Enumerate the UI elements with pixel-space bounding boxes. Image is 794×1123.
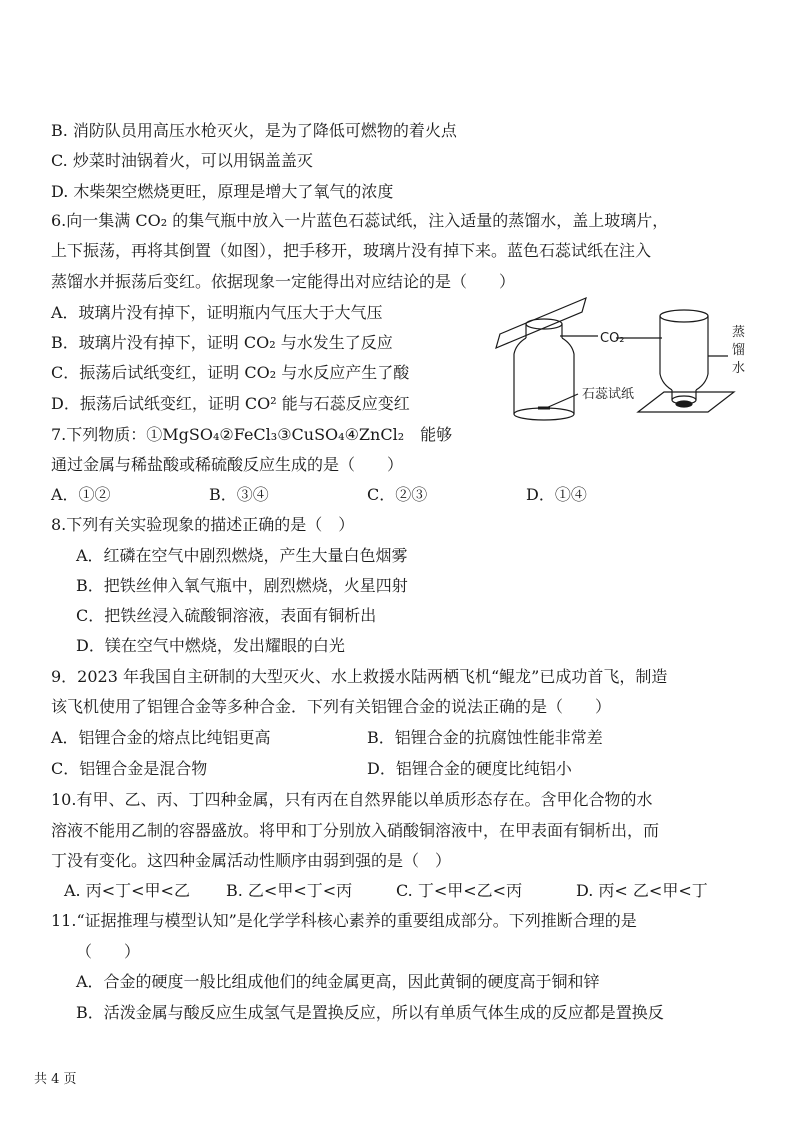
question-10-option-d: D. 丙< 乙<甲<丁 xyxy=(576,881,708,900)
page-footer: 共 4 页 xyxy=(34,1072,77,1087)
option-6b-context: B. 消防队员用高压水枪灭火，是为了降低可燃物的着火点 xyxy=(51,121,457,140)
question-9-option-c: C．铝锂合金是混合物 xyxy=(51,759,208,778)
question-7-option-b: B．③④ xyxy=(209,485,269,504)
question-9-option-a: A．铝锂合金的熔点比纯铝更高 xyxy=(51,728,271,747)
figure-label-paper: 石蕊试纸 xyxy=(582,387,635,402)
question-11-answer-blank: （ ） xyxy=(76,942,141,961)
question-6-stem-3: 蒸馏水并振荡后变红。依据现象一定能得出对应结论的是（ ） xyxy=(51,272,516,291)
question-8-option-c: C．把铁丝浸入硫酸铜溶液，表面有铜析出 xyxy=(76,606,377,625)
question-7-option-c: C．②③ xyxy=(367,485,428,504)
right-bottle xyxy=(660,310,708,322)
question-9-stem-2: 该飞机使用了铝锂合金等多种合金．下列有关铝锂合金的说法正确的是（ ） xyxy=(51,697,612,716)
question-9-option-b: B．铝锂合金的抗腐蚀性能非常差 xyxy=(367,728,603,747)
question-6-stem-2: 上下振荡，再将其倒置（如图），把手移开，玻璃片没有掉下来。蓝色石蕊试纸在注入 xyxy=(51,241,652,260)
question-6-option-d: D．振荡后试纸变红，证明 CO² 能与石蕊反应变红 xyxy=(51,394,410,413)
question-6-option-c: C．振荡后试纸变红，证明 CO₂ 与水反应产生了酸 xyxy=(51,363,410,382)
question-6-stem-1: 6.向一集满 CO₂ 的集气瓶中放入一片蓝色石蕊试纸，注入适量的蒸馏水，盖上玻璃片， xyxy=(51,211,669,230)
question-11-stem: 11.“证据推理与模型认知”是化学学科核心素养的重要组成部分。下列推断合理的是 xyxy=(51,911,637,930)
question-7-option-a: A．①② xyxy=(51,485,111,504)
question-8-option-a: A．红磷在空气中剧烈燃烧，产生大量白色烟雾 xyxy=(76,546,408,565)
question-6-option-a: A．玻璃片没有掉下，证明瓶内气压大于大气压 xyxy=(51,303,383,322)
option-d-line: D. 木柴架空燃烧更旺，原理是增大了氧气的浓度 xyxy=(51,182,394,201)
question-10-option-c: C. 丁<甲<乙<丙 xyxy=(396,881,523,900)
question-11-option-b: B．活泼金属与酸反应生成氢气是置换反应，所以有单质气体生成的反应都是置换反 xyxy=(76,1003,664,1022)
question-8-stem: 8.下列有关实验现象的描述正确的是（ ） xyxy=(51,515,355,534)
question-7-option-d: D．①④ xyxy=(526,485,587,504)
question-10-option-a: A. 丙<丁<甲<乙 xyxy=(64,881,190,900)
experiment-figure xyxy=(488,296,768,428)
question-9-option-d: D．铝锂合金的硬度比纯铝小 xyxy=(367,759,572,778)
question-10-stem-1: 10.有甲、乙、丙、丁四种金属，只有丙在自然界能以单质形态存在。含甲化合物的水 xyxy=(51,790,653,809)
figure-label-water-2: 馏 xyxy=(732,343,746,358)
question-10-stem-2: 溶液不能用乙制的容器盛放。将甲和丁分别放入硝酸铜溶液中，在甲表面有铜析出，而 xyxy=(51,821,660,840)
figure-label-water-3: 水 xyxy=(732,361,746,376)
question-10-stem-3: 丁没有变化。这四种金属活动性顺序由弱到强的是（ ） xyxy=(51,851,452,870)
question-7-stem-1: 7.下列物质：①MgSO₄②FeCl₃③CuSO₄④ZnCl₂ 能够 xyxy=(51,425,453,444)
question-10-option-b: B. 乙<甲<丁<丙 xyxy=(226,881,353,900)
glass-plate xyxy=(496,298,586,348)
figure-label-co2: CO₂ xyxy=(600,331,625,346)
question-8-option-d: D．镁在空气中燃烧，发出耀眼的白光 xyxy=(76,636,345,655)
question-7-stem-2: 通过金属与稀盐酸或稀硫酸反应生成的是（ ） xyxy=(51,455,404,474)
question-11-option-a: A．合金的硬度一般比组成他们的纯金属更高，因此黄铜的硬度高于铜和锌 xyxy=(76,972,600,991)
figure-label-water-1: 蒸 xyxy=(732,325,746,340)
option-c-line: C. 炒菜时油锅着火，可以用锅盖盖灭 xyxy=(51,151,313,170)
question-8-option-b: B．把铁丝伸入氧气瓶中，剧烈燃烧，火星四射 xyxy=(76,576,408,595)
question-6-option-b: B．玻璃片没有掉下，证明 CO₂ 与水发生了反应 xyxy=(51,333,393,352)
question-9-stem-1: 9．2023 年我国自主研制的大型灭火、水上救援水陆两栖飞机“鲲龙”已成功首飞，制造 xyxy=(51,667,668,686)
left-bottle xyxy=(514,338,574,414)
